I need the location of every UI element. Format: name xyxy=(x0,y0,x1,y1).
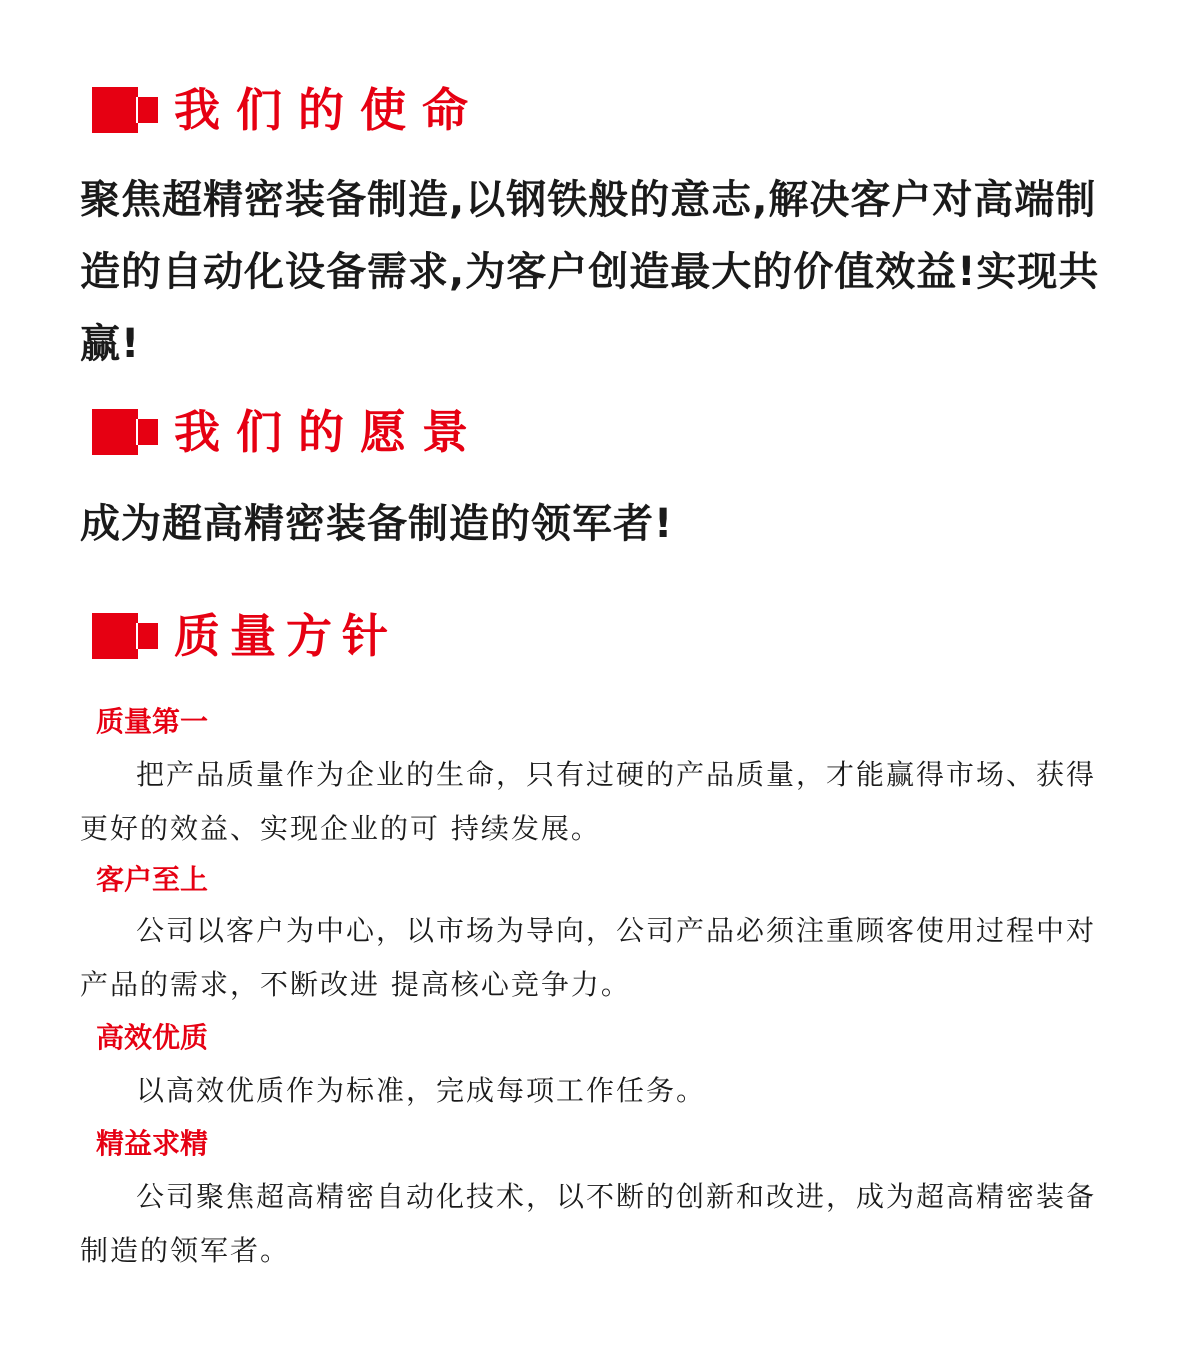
quality-item-text: 公司聚焦超高精密自动化技术，以不断的创新和改进，成为超高精密装备制造的领军者。 xyxy=(80,1180,1097,1267)
quality-item-text: 公司以客户为中心，以市场为导向，公司产品必须注重顾客使用过程中对产品的需求，不断改进 提高核心竞争力。 xyxy=(80,914,1097,1001)
quality-item-text: 以高效优质作为标准，完成每项工作任务。 xyxy=(136,1074,707,1107)
heading-marker-icon xyxy=(92,87,164,133)
quality-heading-text: 质量方针 xyxy=(174,609,398,663)
quality-item-title: 质量第一 xyxy=(96,705,209,738)
quality-item-title: 精益求精 xyxy=(96,1127,209,1160)
quality-item-title: 客户至上 xyxy=(96,863,209,896)
heading-marker-icon xyxy=(92,613,164,659)
vision-heading xyxy=(92,404,484,460)
heading-marker-icon xyxy=(92,409,164,455)
quality-item-text: 把产品质量作为企业的生命，只有过硬的产品质量，才能赢得市场、获得更好的效益、实现企业的可 持续发展。 xyxy=(80,758,1097,845)
quality-item-title: 高效优质 xyxy=(96,1021,209,1054)
mission-heading-text: 我们的使命 xyxy=(174,83,484,137)
mission-statement: 聚焦超精密装备制造,以钢铁般的意志,解决客户对高端制造的自动化设备需求,为客户创造最大的价值效益!实现共赢! xyxy=(80,177,1100,367)
vision-heading-text: 我们的愿景 xyxy=(174,405,484,459)
mission-heading xyxy=(92,82,484,138)
quality-heading xyxy=(92,608,398,664)
vision-statement: 成为超高精密装备制造的领军者! xyxy=(80,501,674,547)
